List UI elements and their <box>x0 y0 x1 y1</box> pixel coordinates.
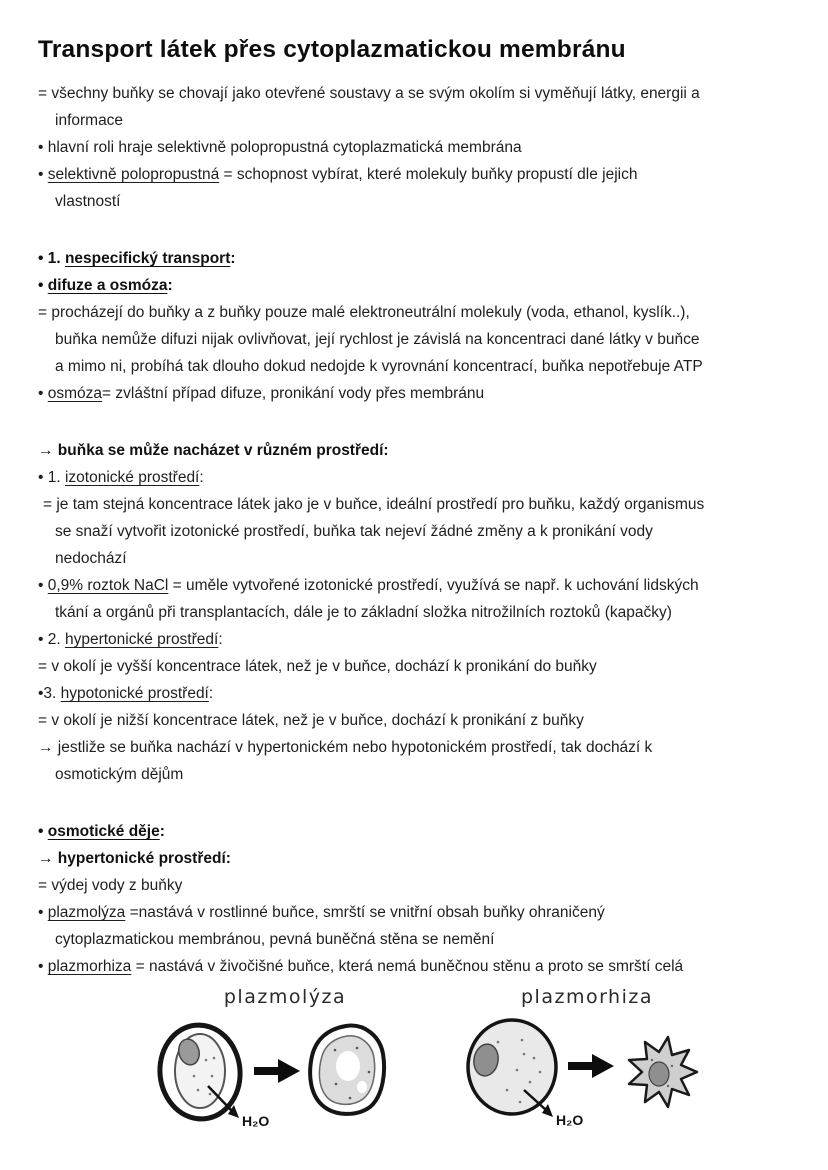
plazmorhiza-diagram <box>462 1010 712 1148</box>
text-line <box>38 134 802 161</box>
text-run: • 1. <box>38 250 65 267</box>
text-run: nedochází <box>55 550 127 567</box>
text-run: hypertonické prostředí <box>64 631 219 648</box>
text-line <box>38 626 802 653</box>
text-run: cytoplazmatickou membránou, pevná buněčná stěna se nemění <box>55 931 495 948</box>
text-run: vlastností <box>55 193 121 210</box>
text-run: informace <box>55 112 124 129</box>
text-run: • <box>38 904 48 921</box>
text-line <box>38 299 802 326</box>
plazmorhiza-label: plazmorhiza <box>520 986 653 1008</box>
text-run: : <box>218 631 223 648</box>
text-line <box>38 272 802 299</box>
text-line <box>38 926 802 953</box>
blank-line <box>38 788 802 818</box>
plazmolyza-label: plazmolýza <box>223 986 347 1008</box>
text-run: → hypertonické prostředí: <box>38 850 231 867</box>
text-run: 0,9% roztok NaCl <box>47 577 169 594</box>
text-run: osmóza <box>47 385 103 402</box>
text-run: : <box>230 250 236 267</box>
text-run: • hlavní roli hraje selektivně polopropustná cytoplazmatická membrána <box>38 139 522 156</box>
text-run: tkání a orgánů při transplantacích, dále je to základní složka nitrožilních roztoků (kapačky) <box>55 604 672 621</box>
text-line <box>38 680 802 707</box>
text-run: =nastává v rostlinné buňce, smrští se vnitřní obsah buňky ohraničený <box>125 904 605 921</box>
text-line <box>38 188 802 215</box>
text-line <box>38 464 802 491</box>
text-run: = nastává v živočišné buňce, která nemá buněčnou stěnu a proto se smrští celá <box>131 958 684 975</box>
text-line <box>38 572 802 599</box>
text-run: • <box>38 166 48 183</box>
text-run: osmotickým dějům <box>55 766 184 783</box>
plazmolyza-diagram <box>150 1010 420 1148</box>
text-line <box>38 491 802 518</box>
transform-arrow-icon <box>254 1059 300 1083</box>
text-run: hypotonické prostředí <box>60 685 209 702</box>
text-run: = v okolí je vyšší koncentrace látek, než je v buňce, dochází k pronikání do buňky <box>38 658 597 675</box>
water-label: H₂O <box>556 1112 584 1128</box>
text-run: difuze a osmóza <box>47 277 168 294</box>
text-run: = uměle vytvořené izotonické prostředí, využívá se např. k uchování lidských <box>168 577 699 594</box>
vacuole-gap <box>336 1051 360 1081</box>
plazmorhiza-figure <box>462 986 712 1148</box>
text-run: : <box>159 823 165 840</box>
text-line <box>38 80 802 107</box>
text-line <box>38 734 802 761</box>
text-run: = schopnost vybírat, které molekuly buňky propustí dle jejich <box>219 166 638 183</box>
text-run: = všechny buňky se chovají jako otevřené soustavy a se svým okolím si vyměňují látky, energii a <box>38 85 700 102</box>
text-line <box>38 899 802 926</box>
water-arrowhead-icon <box>542 1104 553 1117</box>
text-line <box>38 872 802 899</box>
text-line <box>38 545 802 572</box>
text-line <box>38 845 802 872</box>
text-line <box>38 326 802 353</box>
text-line <box>38 161 802 188</box>
text-run: • <box>38 823 48 840</box>
text-run: = v okolí je nižší koncentrace látek, než je v buňce, dochází k pronikání z buňky <box>38 712 584 729</box>
text-run: a mimo ni, probíhá tak dlouho dokud nedojde k vyrovnání koncentrací, buňka nepotřebuje ATP <box>55 358 703 375</box>
text-run: = zvláštní případ difuze, pronikání vody přes membránu <box>102 385 485 402</box>
text-line <box>38 437 802 464</box>
text-line <box>38 107 802 134</box>
text-run: • <box>38 277 48 294</box>
text-run: • 2. <box>38 631 65 648</box>
water-label: H₂O <box>242 1113 270 1129</box>
text-line <box>38 518 802 545</box>
text-run: = výdej vody z buňky <box>38 877 183 894</box>
text-run: : <box>167 277 173 294</box>
text-line <box>38 245 802 272</box>
text-run: izotonické prostředí <box>64 469 200 486</box>
text-run: → buňka se může nacházet v různém prostředí: <box>38 442 389 459</box>
text-run: → jestliže se buňka nachází v hypertonickém nebo hypotonickém prostředí, tak dochází k <box>38 739 653 756</box>
text-line <box>38 761 802 788</box>
blank-line <box>38 215 802 245</box>
text-line <box>38 707 802 734</box>
text-run: • <box>38 958 48 975</box>
text-run: = je tam stejná koncentrace látek jako je v buňce, ideální prostředí pro buňku, každý organismus <box>43 496 705 513</box>
text-run: • <box>38 385 48 402</box>
text-run: osmotické děje <box>47 823 160 840</box>
text-run: • 1. <box>38 469 65 486</box>
document-body <box>38 80 802 980</box>
text-run: buňka nemůže difuzi nijak ovlivňovat, její rychlost je závislá na koncentraci dané látky v buňce <box>55 331 700 348</box>
text-run: • <box>38 577 48 594</box>
text-run: plazmorhiza <box>47 958 132 975</box>
text-line <box>38 380 802 407</box>
diagrams-row <box>38 986 802 1148</box>
text-run: nespecifický transport <box>64 250 231 267</box>
text-line <box>38 953 802 980</box>
text-run: : <box>208 685 214 702</box>
text-run: plazmolýza <box>47 904 126 921</box>
vacuole-gap-small <box>357 1081 367 1093</box>
text-run: •3. <box>38 685 61 702</box>
blank-line <box>38 407 802 437</box>
text-line <box>38 353 802 380</box>
text-line <box>38 599 802 626</box>
page-title: Transport látek přes cytoplazmatickou membránu <box>38 36 626 63</box>
text-run: : <box>199 469 204 486</box>
text-line <box>38 653 802 680</box>
text-line <box>38 818 802 845</box>
shrunken-cell-nucleus <box>649 1062 669 1086</box>
plazmolyza-figure <box>150 986 420 1148</box>
text-run: selektivně polopropustná <box>47 166 220 183</box>
transform-arrow-icon <box>568 1054 614 1078</box>
text-run: se snaží vytvořit izotonické prostředí, buňka tak nejeví žádné změny a k pronikání vody <box>55 523 653 540</box>
text-run: = procházejí do buňky a z buňky pouze malé elektroneutrální molekuly (voda, ethanol, kyslík..), <box>38 304 690 321</box>
